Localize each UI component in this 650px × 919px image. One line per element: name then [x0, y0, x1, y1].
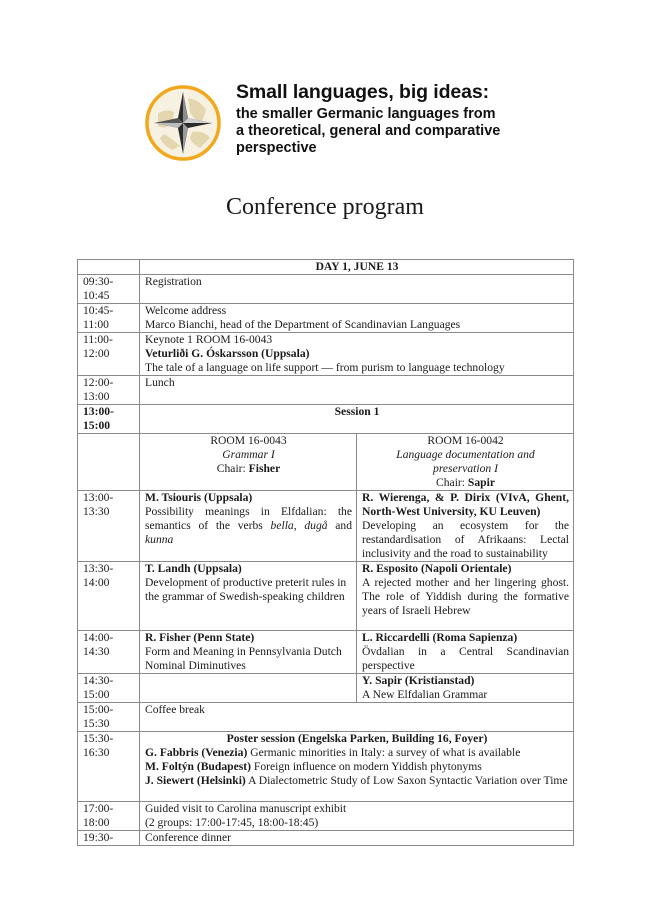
- page-title: Conference program: [226, 194, 424, 220]
- table-row-dinner: [78, 831, 574, 846]
- talk-title-text: and: [327, 519, 353, 532]
- program-table: [77, 259, 574, 846]
- poster-item: [145, 774, 569, 788]
- event-poster: [140, 732, 574, 802]
- time-end: 14:30: [83, 645, 110, 658]
- table-row-welcome: [78, 304, 574, 333]
- talk-term: bella: [270, 519, 294, 532]
- talk-title-text: Possibility meanings in Elfdalian: the semantics of the verbs: [145, 505, 352, 532]
- subtitle-line: the smaller Germanic languages from: [236, 106, 496, 122]
- poster-heading: Poster session (Engelska Parken, Building 16, Foyer): [226, 732, 488, 745]
- talk-cell: [357, 631, 574, 674]
- room-theme: preservation I: [433, 462, 498, 475]
- poster-speaker: G. Fabbris (Venezia): [145, 746, 248, 759]
- table-row-poster: [78, 732, 574, 802]
- poster-item: [145, 760, 569, 774]
- time-start: 14:00-: [83, 631, 114, 644]
- talk-speaker: R. Fisher (Penn State): [145, 631, 255, 644]
- keynote-label: Keynote 1 ROOM 16-0043: [145, 333, 273, 346]
- subtitle-line: a theoretical, general and comparative: [236, 123, 501, 139]
- time-start: 13:00-: [83, 405, 114, 418]
- chair-name: Sapir: [467, 476, 495, 489]
- time-start: 13:30-: [83, 562, 114, 575]
- time-start: 09:30-: [83, 275, 114, 288]
- talk-title: Developing an ecosystem for the restandardisation of Afrikaans: Lectal inclusivity and the road to sustainability: [362, 519, 570, 560]
- time-start: 19:30-: [83, 831, 114, 844]
- time-cell: [78, 631, 140, 674]
- time-start: 14:30-: [83, 674, 114, 687]
- event-registration: Registration: [140, 275, 574, 304]
- table-row-coffee: [78, 703, 574, 732]
- time-cell: [78, 562, 140, 631]
- time-start: 11:00-: [83, 333, 113, 346]
- time-cell: [78, 333, 140, 376]
- chair-name: Fisher: [248, 462, 281, 475]
- talk-title: A New Elfdalian Grammar: [362, 688, 488, 701]
- session-heading: Session 1: [140, 405, 574, 434]
- time-cell: [78, 802, 140, 831]
- talk-term: dugå: [304, 519, 328, 532]
- talk-title-text: ,: [293, 519, 305, 532]
- room-b-header: [357, 434, 574, 491]
- time-cell: [78, 674, 140, 703]
- time-end: 10:45: [83, 289, 110, 302]
- time-cell: [78, 491, 140, 562]
- conference-title: Small languages, big ideas:: [236, 81, 490, 103]
- talk-speaker: T. Landh (Uppsala): [145, 562, 242, 575]
- time-start: 12:00-: [83, 376, 114, 389]
- time-start: 15:30-: [83, 732, 114, 745]
- day-header-row: [78, 260, 574, 275]
- time-cell: [78, 831, 140, 846]
- time-cell: [78, 732, 140, 802]
- time-cell: [78, 405, 140, 434]
- time-cell: [78, 376, 140, 405]
- event-visit: [140, 802, 574, 831]
- talk-cell: [140, 562, 357, 631]
- table-row-rooms: [78, 434, 574, 491]
- event-dinner: Conference dinner: [140, 831, 574, 846]
- talk-cell: [140, 491, 357, 562]
- talk-title: [145, 505, 352, 546]
- table-row-visit: [78, 802, 574, 831]
- event-coffee: Coffee break: [140, 703, 574, 732]
- talk-cell: [357, 491, 574, 562]
- poster-speaker: J. Siewert (Helsinki): [145, 774, 246, 787]
- keynote-speaker: Veturliði G. Óskarsson (Uppsala): [145, 347, 310, 360]
- poster-title: Foreign influence on modern Yiddish phytonyms: [253, 760, 482, 773]
- time-start: 15:00-: [83, 703, 114, 716]
- time-end: 11:00: [83, 318, 109, 331]
- subtitle-line: perspective: [236, 140, 317, 156]
- table-row-session1: [78, 405, 574, 434]
- conference-header: [144, 80, 524, 170]
- talk-speaker: Y. Sapir (Kristianstad): [362, 674, 475, 687]
- room-theme: Language documentation and: [396, 448, 535, 461]
- table-row-lunch: [78, 376, 574, 405]
- event-detail: (2 groups: 17:00-17:45, 18:00-18:45): [145, 816, 319, 829]
- talk-speaker: L. Riccardelli (Roma Sapienza): [362, 631, 518, 644]
- time-cell: [78, 703, 140, 732]
- talk-cell: [140, 631, 357, 674]
- time-start: 13:00-: [83, 491, 114, 504]
- conference-subtitle: [236, 106, 500, 157]
- event-detail: Marco Bianchi, head of the Department of Scandinavian Languages: [145, 318, 461, 331]
- event-lunch: Lunch: [140, 376, 574, 405]
- table-row-keynote: [78, 333, 574, 376]
- talk-term: kunna: [145, 533, 174, 546]
- room-a-header: [140, 434, 357, 491]
- time-end: 18:00: [83, 816, 110, 829]
- event-label: Guided visit to Carolina manuscript exhibit: [145, 802, 347, 815]
- talk-title: A rejected mother and her lingering ghost. The role of Yiddish during the formative years of Israeli Hebrew: [362, 576, 570, 617]
- talk-speaker: M. Tsiouris (Uppsala): [145, 491, 253, 504]
- time-start: 17:00-: [83, 802, 114, 815]
- talk-title: Form and Meaning in Pennsylvania Dutch Nominal Diminutives: [145, 645, 342, 672]
- room-chair: [145, 462, 352, 476]
- time-cell: [78, 304, 140, 333]
- chair-label: Chair:: [436, 476, 468, 489]
- compass-star-logo-icon: [144, 84, 222, 162]
- talk-cell: [357, 674, 574, 703]
- time-end: 13:00: [83, 390, 110, 403]
- time-end: 15:00: [83, 419, 111, 432]
- talk-cell: [357, 562, 574, 631]
- time-start: 10:45-: [83, 304, 114, 317]
- table-row-slot1: [78, 491, 574, 562]
- poster-item: [145, 746, 569, 760]
- talk-speaker: R. Esposito (Napoli Orientale): [362, 562, 512, 575]
- keynote-title: The tale of a language on life support — from purism to language technology: [145, 361, 505, 374]
- table-row-slot2: [78, 562, 574, 631]
- poster-title: A Dialectometric Study of Low Saxon Syntactic Variation over Time: [248, 774, 568, 787]
- poster-title: Germanic minorities in Italy: a survey of what is available: [250, 746, 521, 759]
- time-end: 12:00: [83, 347, 110, 360]
- talk-title: Development of productive preterit rules in the grammar of Swedish-speaking children: [145, 576, 347, 603]
- time-end: 13:30: [83, 505, 110, 518]
- event-keynote: [140, 333, 574, 376]
- table-row-slot4: [78, 674, 574, 703]
- time-end: 14:00: [83, 576, 110, 589]
- chair-label: Chair:: [216, 462, 249, 475]
- poster-speaker: M. Foltýn (Budapest): [145, 760, 251, 773]
- event-label: Welcome address: [145, 304, 227, 317]
- talk-speaker: R. Wierenga, & P. Dirix (VIvA, Ghent, North-West University, KU Leuven): [362, 491, 570, 518]
- talk-cell-empty: [140, 674, 357, 703]
- time-cell: [78, 275, 140, 304]
- time-end: 15:30: [83, 717, 110, 730]
- table-row-registration: [78, 275, 574, 304]
- room-name: ROOM 16-0042: [427, 434, 504, 447]
- room-theme: Grammar I: [222, 448, 275, 461]
- talk-title: Övdalian in a Central Scandinavian perspective: [362, 645, 570, 672]
- time-end: 16:30: [83, 746, 110, 759]
- table-row-slot3: [78, 631, 574, 674]
- event-welcome: [140, 304, 574, 333]
- room-name: ROOM 16-0043: [210, 434, 287, 447]
- room-chair: [362, 476, 569, 490]
- day-header: DAY 1, JUNE 13: [140, 260, 574, 275]
- time-end: 15:00: [83, 688, 110, 701]
